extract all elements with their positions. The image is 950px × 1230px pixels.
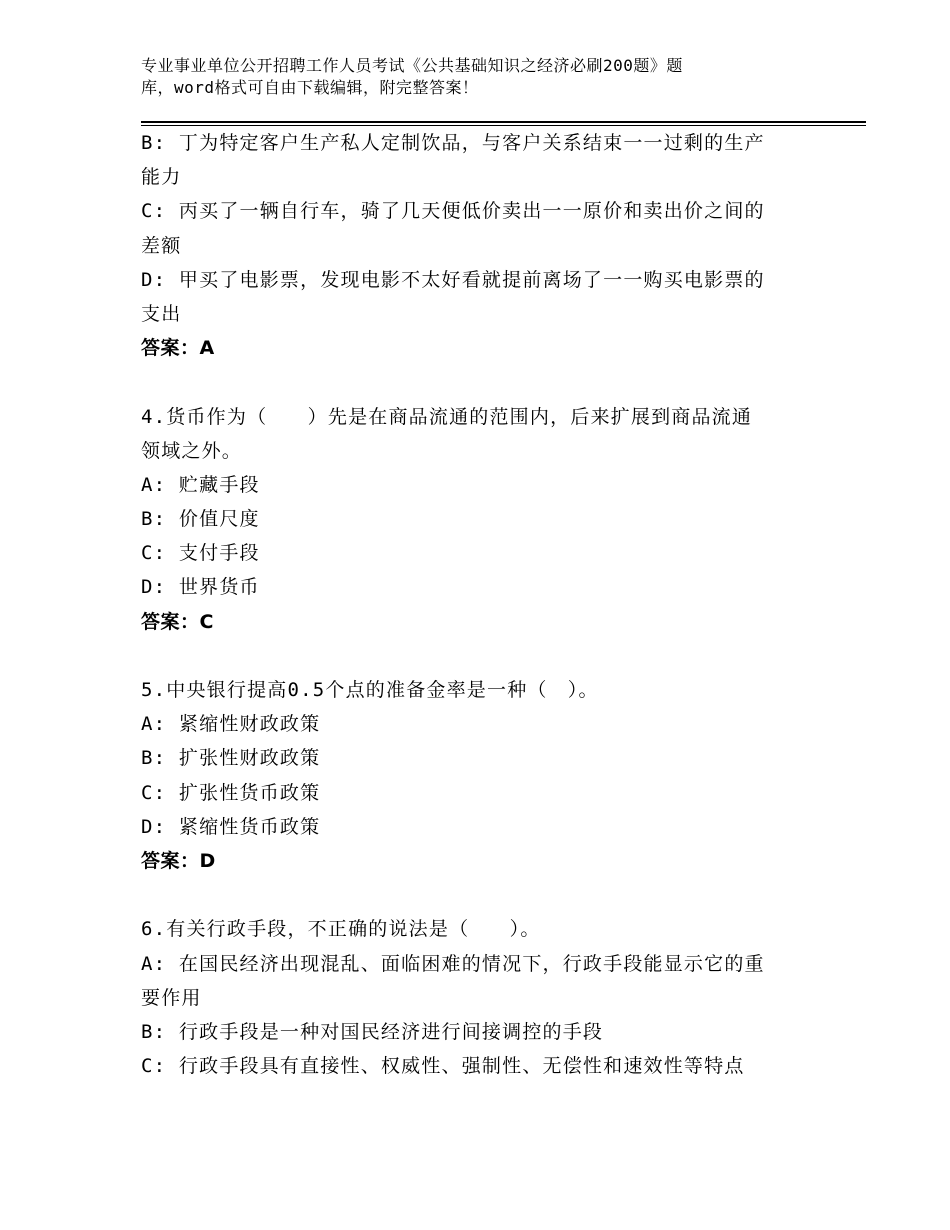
option-c-text: C: 丙买了一辆自行车，骑了几天便低价卖出一一原价和卖出价之间的: [141, 200, 765, 223]
spacer: [141, 878, 841, 912]
spacer: [141, 365, 841, 399]
option-c-text-cont: 差额: [141, 234, 182, 257]
question-6: [141, 912, 841, 1083]
question-text: 4.货币作为（ ）先是在商品流通的范围内，后来扩展到商品流通: [141, 405, 753, 428]
answer-label: 答案：C: [141, 610, 214, 633]
option-d-text: D: 世界货币: [141, 576, 260, 599]
question-4: [141, 400, 841, 639]
option-b-text: B: 丁为特定客户生产私人定制饮品，与客户关系结束一一过剩的生产: [141, 132, 765, 154]
document-header: [141, 55, 841, 99]
option-a-text-cont: 要作用: [141, 986, 202, 1009]
option-a-text: A: 在国民经济出现混乱、面临困难的情况下，行政手段能显示它的重: [141, 952, 765, 975]
option-c-text: C: 支付手段: [141, 542, 260, 565]
option-d-text-cont: 支出: [141, 302, 182, 325]
option-d-text: D: 紧缩性货币政策: [141, 815, 321, 838]
header-title-line-1: 专业事业单位公开招聘工作人员考试《公共基础知识之经济必刷200题》题: [141, 56, 683, 75]
header-title-line-2: 库，word格式可自由下载编辑，附完整答案！: [141, 78, 479, 97]
question-text: 5.中央银行提高0.5个点的准备金率是一种（ ）。: [141, 679, 599, 701]
question-3-tail: [141, 126, 841, 365]
option-b-text: B: 扩张性财政政策: [141, 747, 321, 770]
answer-label: 答案：D: [141, 849, 216, 872]
header-rule-thick: [141, 121, 866, 123]
option-b-text: B: 价值尺度: [141, 508, 260, 531]
question-list: [141, 126, 841, 1083]
option-c-text: C: 行政手段具有直接性、权威性、强制性、无偿性和速效性等特点: [141, 1055, 745, 1078]
question-text-cont: 领域之外。: [141, 439, 243, 462]
option-d-text: D: 甲买了电影票，发现电影不太好看就提前离场了一一购买电影票的: [141, 268, 765, 291]
option-c-text: C: 扩张性货币政策: [141, 781, 321, 804]
answer-label: 答案：A: [141, 337, 215, 360]
option-b-text-cont: 能力: [141, 166, 182, 189]
question-5: [141, 673, 841, 878]
option-a-text: A: 紧缩性财政政策: [141, 713, 321, 736]
spacer: [141, 639, 841, 673]
question-text: 6.有关行政手段，不正确的说法是（ ）。: [141, 918, 541, 941]
option-b-text: B: 行政手段是一种对国民经济进行间接调控的手段: [141, 1020, 604, 1043]
option-a-text: A: 贮藏手段: [141, 473, 260, 496]
